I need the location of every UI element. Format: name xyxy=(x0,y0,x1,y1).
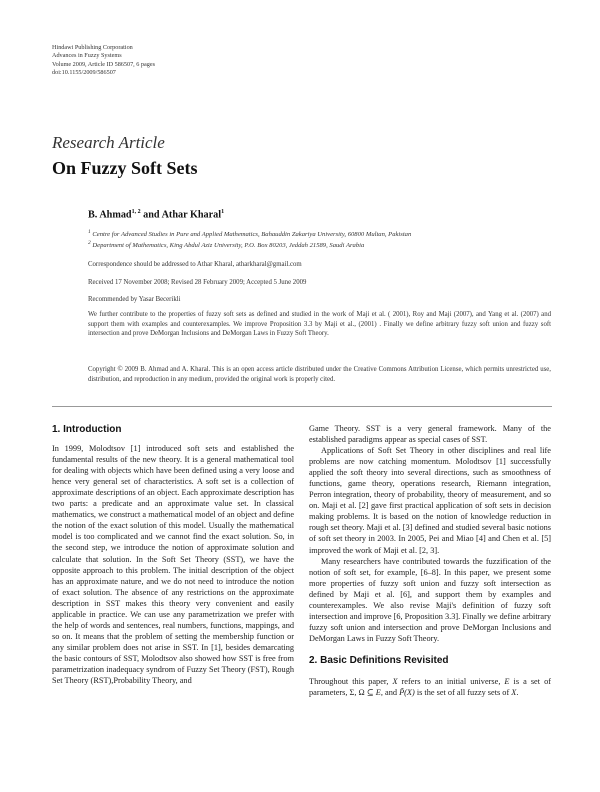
author-1-sup: 1, 2 xyxy=(131,209,141,215)
author-2-sup: 1 xyxy=(221,209,225,215)
affiliation-2-sup: 2 xyxy=(88,240,91,246)
article-title: On Fuzzy Soft Sets xyxy=(52,158,198,178)
section-heading-basic-definitions: 2. Basic Definitions Revisited xyxy=(309,654,449,666)
section-heading-introduction: 1. Introduction xyxy=(52,424,122,435)
right-paragraph-3: Many researchers have contributed towards the fuzzification of the notion of soft set, for example, [6–8]. In this paper, we present some more properties of fuzzy soft union and fuzzy soft intersection as defined by Maji et al. [6], and support them by examples and counterexamples. We also revise Maji's definition of fuzzy soft intersection and improve [6, Proposition 3.3]. Finally we define arbitrary fuzzy soft union and intersection and prove DeMorgan Inclusions and DeMorgan Laws in Fuzzy Soft Theory. xyxy=(309,556,551,643)
author-1: B. Ahmad xyxy=(88,209,132,221)
publisher-name: Hindawi Publishing Corporation xyxy=(52,44,133,51)
introduction-paragraph: In 1999, Molodtsov [1] introduced soft sets and established the fundamental results of the new theory. It is a general mathematical tool for dealing with objects which have been defined using a very loose and hence very general set of characteristics. A soft set is a collection of approximate descriptions of an object. Each approximate description has two parts: a predicate and an approximate value set. In classical mathematics, we construct a mathematical model of an object and define the notion of the exact solution of this model. Usually the mathematical model is too complicated and we cannot find the exact solution. So, in the second step, we introduce the notion of approximate solution and calculate that solution. In the Soft Set Theory (SST), we have the opposite approach to this problem. The initial description of the object has an approximate nature, and we do not need to introduce the notion of exact solution. The absence of any restrictions on the approximate description in SST makes this theory very convenient and easily applicable in practice. We can use any parametrization we prefer with the help of words and sentences, real numbers, functions, mappings, and so on. It means that the problem of setting the membership function or any similar problem does not arise in SST. In [1], besides demarcating the basic contours of SST, Molodtsov also showed how SST is free from parametrization inadequacy syndrom of Fuzzy Set Theory (FST), Rough Set Theory (RST),Probability Theory, and xyxy=(52,444,294,686)
right-column xyxy=(309,423,551,698)
math-X: X xyxy=(392,676,398,686)
author-2: Athar Kharal xyxy=(161,209,222,221)
recommended-by: Recommended by Yasar Becerikli xyxy=(88,296,181,303)
copyright: Copyright © 2009 B. Ahmad and A. Kharal. This is an open access article distributed under the Creative Commons Attribution License, which permits unrestricted use, distribution, and reproduction in any medium, provided the original work is properly cited. xyxy=(88,366,551,383)
correspondence: Correspondence should be addressed to Athar Kharal, atharkharal@gmail.com xyxy=(88,261,302,268)
p4-text-b: refers to an initial universe, xyxy=(397,676,505,686)
publication-info xyxy=(52,44,155,78)
math-E-2: E xyxy=(375,688,381,698)
volume-info: Volume 2009, Article ID 586507, 6 pages xyxy=(52,60,155,68)
right-paragraph-2: Applications of Soft Set Theory in other disciplines and real life problems are now catching momentum. Molodtsov [1] successfully applied the soft theory into several directions, such as smoothness of functions, game theory, operations research, Riemann integration, Perron integration, theory of probability, theory of measurement, and so on. Maji et al. [2] gave first practical application of soft sets in decision making problems. It is based on the notion of knowledge reduction in rough set theory. Maji et al. [3] defined and studied several basic notions of soft set theory in 2003. In 2005, Pei and Miao [4] and Chen et al. [5] improved the work of Maji et al. [2, 3]. xyxy=(309,446,551,555)
affiliation-1-text: Centre for Advanced Studies in Pure and Applied Mathematics, Bahauddin Zakariya University, 60800 Multan, Pakistan xyxy=(92,231,412,239)
journal-name: Advances in Fuzzy Systems xyxy=(52,52,122,60)
author-line xyxy=(88,209,224,220)
p4-text-d: , and xyxy=(380,688,400,698)
affiliation-2 xyxy=(88,239,548,250)
p4-text-c: is a set of parameters, Σ, Ω ⊆ xyxy=(309,676,551,698)
p4-text-f: . xyxy=(516,688,519,698)
affiliation-2-text: Department of Mathematics, King Abdul Aziz University, P.O. Box 80203, Jeddah 21589, Saudi Arabia xyxy=(92,242,365,250)
doi: doi:10.1155/2009/586507 xyxy=(52,69,116,77)
math-E: E xyxy=(504,676,510,686)
affiliation-1 xyxy=(88,228,548,239)
math-X-2: X xyxy=(511,688,517,698)
p4-text-a: Throughout this paper, xyxy=(309,676,393,686)
right-paragraph-4 xyxy=(309,676,551,698)
author-conjunction: and xyxy=(140,209,162,221)
right-paragraph-1: Game Theory. SST is a very general framework. Many of the established paradigms appear as special cases of SST. xyxy=(309,424,551,445)
abstract: We further contribute to the properties of fuzzy soft sets as defined and studied in the work of Maji et al. ( 2001), Roy and Maji (2007), and Yang et al. (2007) and support them with examples and counterexamples. We improve Proposition 3.3 by Maji et al., (2001) . Finally we define arbitrary fuzzy soft union and fuzzy soft intersection and prove DeMorgan Inclusions and DeMorgan Laws in Fuzzy Soft Theory. xyxy=(88,311,551,338)
affiliation-1-sup: 1 xyxy=(88,229,91,235)
section-divider xyxy=(52,406,552,407)
math-fuzzy-powerset: P̃(X) xyxy=(399,688,415,698)
article-type: Research Article xyxy=(52,133,165,152)
p4-text-e: is the set of all fuzzy sets of xyxy=(414,688,512,698)
left-column xyxy=(52,424,294,686)
dates: Received 17 November 2008; Revised 28 February 2009; Accepted 5 June 2009 xyxy=(88,279,307,286)
